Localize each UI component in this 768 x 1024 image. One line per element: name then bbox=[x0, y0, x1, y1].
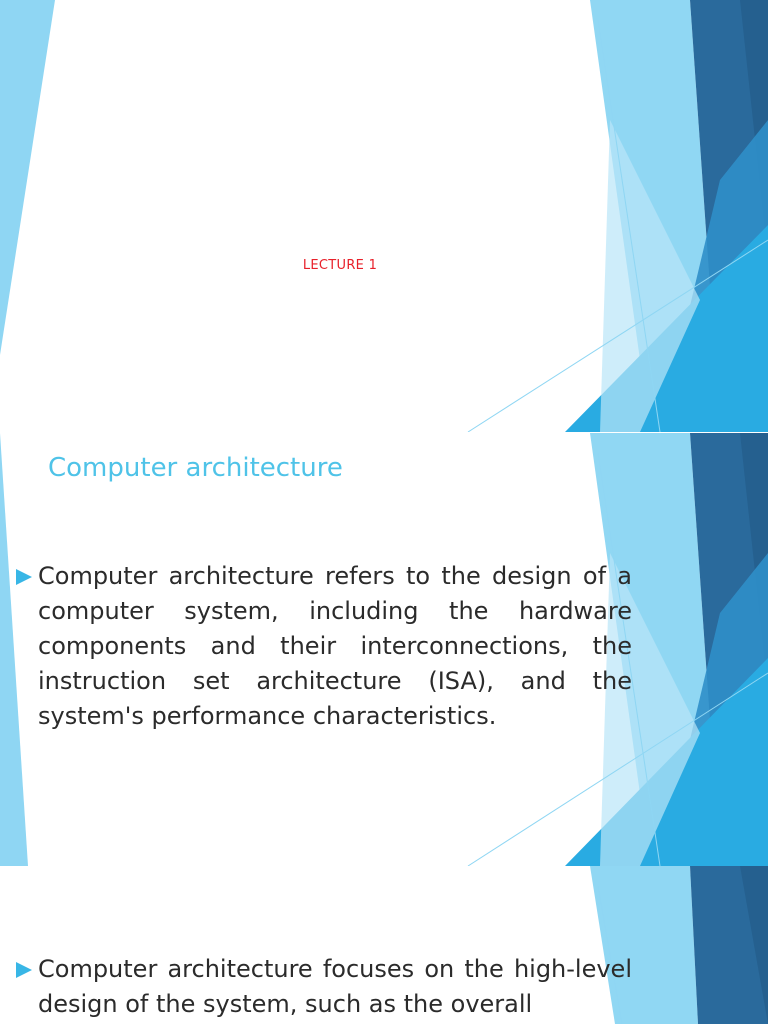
bullet-text: Computer architecture focuses on the high-level design of the system, such as the overall bbox=[38, 955, 632, 1018]
slide-3 bbox=[0, 866, 768, 1024]
bullet-paragraph bbox=[38, 952, 632, 1022]
slide-decoration bbox=[0, 0, 768, 432]
bullet-text: Computer architecture refers to the design of a computer system, including the hardware components and their interconnections, the instruction set architecture (ISA), and the system's performance characteristics. bbox=[38, 562, 632, 730]
slide-2 bbox=[0, 433, 768, 866]
lecture-title: LECTURE 1 bbox=[302, 258, 378, 273]
bullet-paragraph bbox=[38, 559, 632, 734]
slide-1 bbox=[0, 0, 768, 432]
slide-heading: Computer architecture bbox=[48, 453, 343, 483]
left-triangle bbox=[0, 433, 28, 866]
left-triangle bbox=[0, 0, 55, 355]
bullet-arrow-icon bbox=[16, 962, 32, 978]
bullet-arrow-icon bbox=[16, 569, 32, 585]
